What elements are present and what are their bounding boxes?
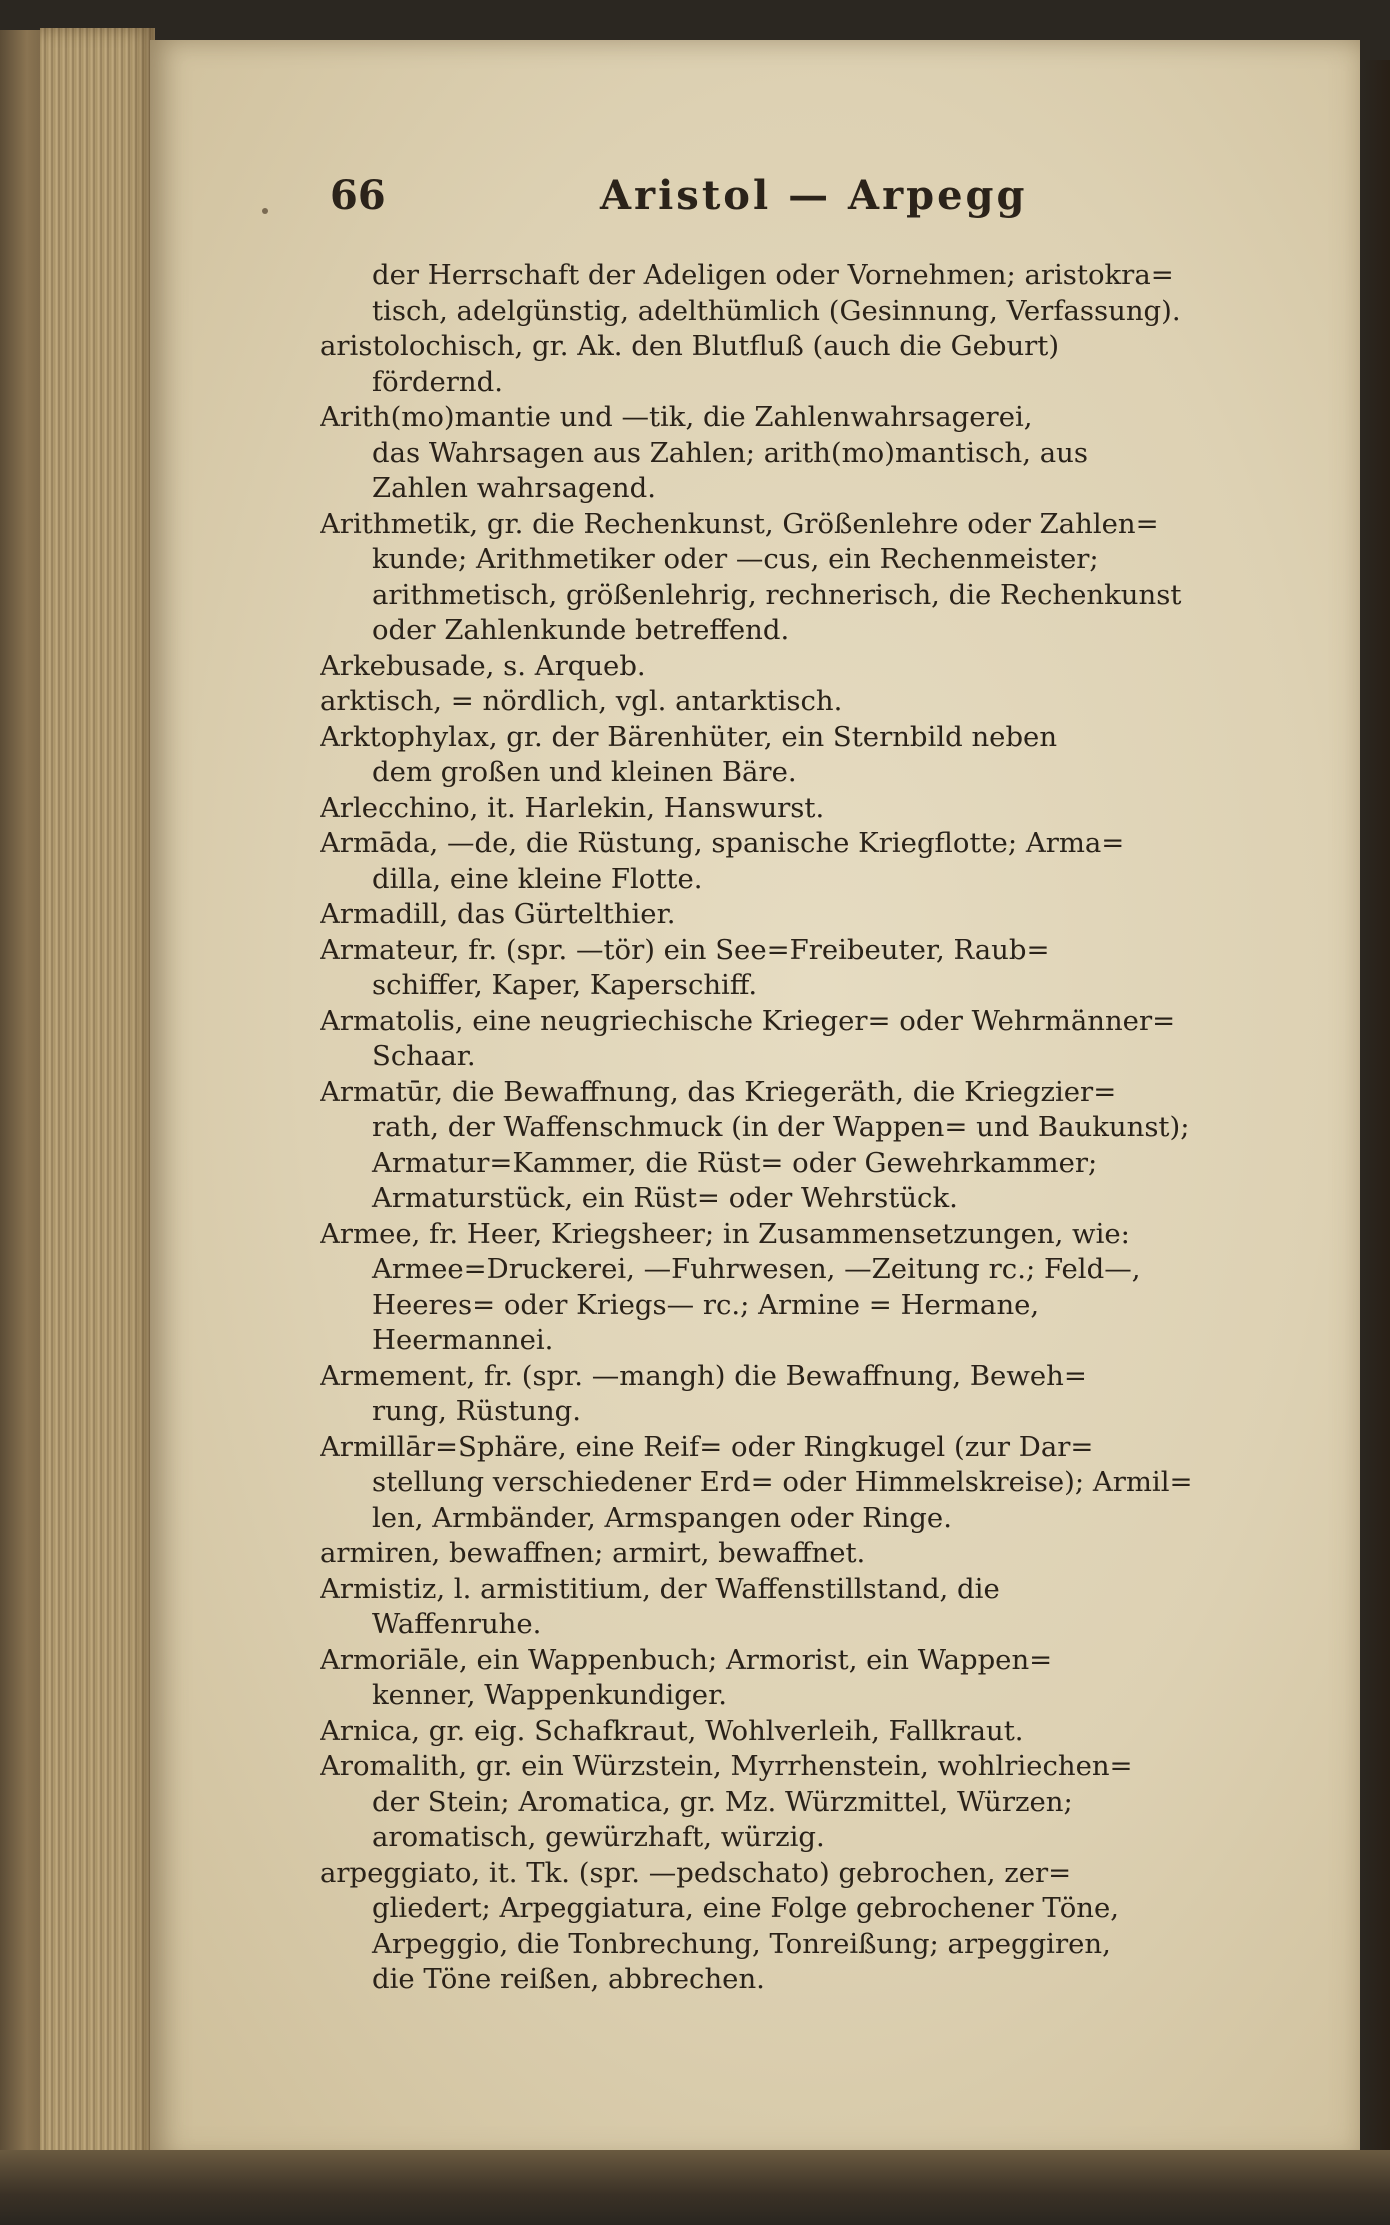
text-line: Zahlen wahrsagend. [372, 472, 656, 504]
text-line: die Töne reißen, abbrechen. [372, 1963, 765, 1995]
text-line: Arithmetik, gr. die Rechenkunst, Größenlehre oder Zahlen= [320, 507, 1159, 540]
text-line: Arnica, gr. eig. Schafkraut, Wohlverleih, Fallkraut. [320, 1714, 1024, 1747]
text-line: Arlecchino, it. Harlekin, Hanswurst. [320, 791, 825, 824]
text-line: Waffenruhe. [372, 1608, 542, 1640]
text-line: Armistiz, l. armistitium, der Waffenstillstand, die [320, 1572, 1000, 1605]
text-line: fördernd. [372, 365, 503, 398]
text-line: dem großen und kleinen Bäre. [372, 756, 797, 788]
text-line: aromatisch, gewürzhaft, würzig. [372, 1821, 825, 1853]
text-line: arpeggiato, it. Tk. (spr. —pedschato) gebrochen, zer= [320, 1856, 1072, 1889]
text-line: Armement, fr. (spr. —mangh) die Bewaffnung, Beweh= [320, 1359, 1087, 1392]
text-line: rung, Rüstung. [372, 1395, 582, 1427]
text-line: gliedert; Arpeggiatura, eine Folge gebrochener Töne, [372, 1892, 1119, 1924]
text-line: Heeres= oder Kriegs— rc.; Armine = Hermane, [372, 1288, 1040, 1321]
text-line: Arktophylax, gr. der Bärenhüter, ein Sternbild neben [320, 720, 1058, 753]
text-line: Armateur, fr. (spr. —tör) ein See=Freibeuter, Raub= [320, 933, 1050, 966]
text-line: kenner, Wappenkundiger. [372, 1679, 727, 1711]
running-head: Aristol — Arpegg [600, 172, 1028, 219]
text-line: len, Armbänder, Armspangen oder Ringe. [372, 1501, 952, 1534]
text-line: Armoriāle, ein Wappenbuch; Armorist, ein Wappen= [320, 1643, 1053, 1676]
page-header [330, 172, 1050, 232]
text-line: stellung verschiedener Erd= oder Himmelskreise); Armil= [372, 1466, 1193, 1498]
text-line: Armadill, das Gürtelthier. [320, 898, 676, 930]
text-line: Arpeggio, die Tonbrechung, Tonreißung; arpeggiren, [372, 1927, 1111, 1960]
text-line: tisch, adelgünstig, adelthümlich (Gesinnung, Verfassung). [372, 294, 1181, 327]
text-line: Armee, fr. Heer, Kriegsheer; in Zusammensetzungen, wie: [320, 1217, 1130, 1250]
text-line: rath, der Waffenschmuck (in der Wappen= und Baukunst); [372, 1111, 1190, 1143]
text-line: armiren, bewaffnen; armirt, bewaffnet. [320, 1537, 866, 1569]
gutter-shadow [1360, 60, 1390, 2160]
text-line: aristolochisch, gr. Ak. den Blutfluß (auch die Geburt) [320, 330, 1060, 362]
text-line: schiffer, Kaper, Kaperschiff. [372, 969, 758, 1001]
dictionary-text [320, 258, 1300, 1998]
page-number: 66 [330, 172, 386, 219]
text-line: Arith(mo)mantie und —tik, die Zahlenwahrsagerei, [320, 401, 1033, 433]
text-line: Arkebusade, s. Arqueb. [320, 649, 646, 682]
text-line: dilla, eine kleine Flotte. [372, 862, 703, 895]
text-line: Armatolis, eine neugriechische Krieger= oder Wehrmänner= [320, 1004, 1176, 1037]
text-line: Armee=Druckerei, —Fuhrwesen, —Zeitung rc.; Feld—, [372, 1253, 1141, 1285]
ink-speck [262, 208, 268, 214]
page-stack-edge [40, 28, 155, 2178]
text-line: der Stein; Aromatica, gr. Mz. Würzmittel, Würzen; [372, 1785, 1073, 1818]
text-line: Armillār=Sphäre, eine Reif= oder Ringkugel (zur Dar= [320, 1430, 1094, 1463]
text-line: Schaar. [372, 1040, 476, 1072]
text-line: Armaturstück, ein Rüst= oder Wehrstück. [372, 1182, 958, 1214]
text-line: oder Zahlenkunde betreffend. [372, 614, 790, 646]
text-line: Armāda, —de, die Rüstung, spanische Kriegflotte; Arma= [320, 827, 1125, 859]
bottom-edge [0, 2150, 1390, 2225]
text-line: Armatur=Kammer, die Rüst= oder Gewehrkammer; [372, 1146, 1098, 1179]
text-line: arithmetisch, größenlehrig, rechnerisch, die Rechenkunst [372, 578, 1182, 611]
text-line: Armatūr, die Bewaffnung, das Kriegeräth, die Kriegzier= [320, 1075, 1117, 1108]
text-line: Heermannei. [372, 1324, 554, 1356]
text-line: arktisch, = nördlich, vgl. antarktisch. [320, 685, 843, 717]
text-line: Aromalith, gr. ein Würzstein, Myrrhenstein, wohlriechen= [320, 1750, 1133, 1782]
text-line: das Wahrsagen aus Zahlen; arith(mo)mantisch, aus [372, 436, 1088, 469]
text-line: kunde; Arithmetiker oder —cus, ein Rechenmeister; [372, 543, 1099, 575]
text-line: der Herrschaft der Adeligen oder Vornehmen; aristokra= [372, 259, 1174, 291]
